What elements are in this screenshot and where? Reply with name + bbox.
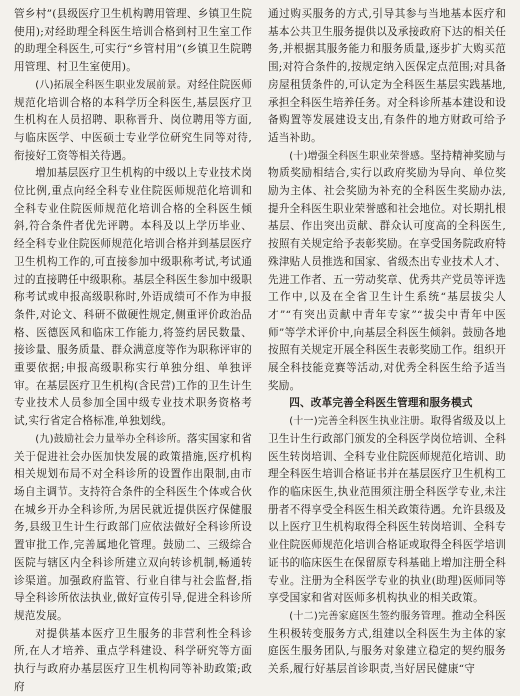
- paragraph-12: [268, 608, 506, 679]
- heading-11: (十一)完善全科医生执业注册。: [289, 416, 431, 428]
- section-heading-4: 四、改革完善全科医生管理和服务模式: [289, 397, 473, 410]
- paragraph-8-body: 对经住院医师规范化培训合格的本科学历全科医生,基层医疗卫生机构在人员招聘、职称晋升、岗位聘用等方面,与临床医学、中医硕士专业学位研究生同等对待,衔接好工资等相关待遇。: [14, 78, 252, 162]
- right-column: [268, 6, 506, 688]
- paragraph-9: [14, 431, 252, 626]
- paragraph-8: [14, 77, 252, 166]
- paragraph-intro: 管乡村”(县级医疗卫生机构聘用管理、乡镇卫生院使用);对经助理全科医生培训合格到村卫生室工作的助理全科医生,可实行“乡管村用”(乡镇卫生院聘用管理、村卫生室使用)。: [14, 8, 252, 74]
- paragraph-8b: 增加基层医疗卫生机构的中级以上专业技术岗位比例,重点向经全科专业住院医师规范化培训和全科专业住院医师规范化培训合格的全科医生倾斜,符合条件者优先评聘。本科及以上学历毕业、经全科专业住院医师规范化培训合格并到基层医疗卫生机构工作的,可直接参加中级职称考试,考试通过的直接聘任中级职称。基层全科医生参加中级职称考试或申报高级职称时,外语成绩可不作为申报条件,对论文、科研不做硬性规定,侧重评价政治品格、医德医风和临床工作能力,将签约居民数量、接诊量、服务质量、群众满意度等作为职称评审的重要依据;申报高级职称实行单独分组、单独评审。在基层医疗卫生机构(含民营)工作的卫生计生专业技术人员参加全国中级专业技术职务资格考试,实行省定合格标准,单独划线。: [14, 167, 252, 428]
- heading-10: (十)增强全科医生职业荣誉感。: [289, 150, 431, 162]
- paragraph-10-body: 坚持精神奖励与物质奖励相结合,实行以政府奖励为导向、单位奖励为主体、社会奖励为补充的全科医生奖励办法,提升全科医生职业荣誉感和社会地位。对长期扎根基层、作出突出贡献、群众认可度高的全科医生,按照有关规定给予表彰奖励。在享受国务院政府特殊津贴人员推选和国家、省级杰出专业技术人才、先进工作者、五一劳动奖章、优秀共产党员等评选工作中,以及在全省卫生计生系统“基层拔尖人才”“有突出贡献中青年专家”“拔尖中青年中医师”等学术评价中,向基层全科医生倾斜。鼓励各地按照有关规定开展全科医生表彰奖励工作。组织开展全科技能竞赛等活动,对优秀全科医生给予适当奖励。: [268, 149, 506, 392]
- paragraph-11-body: 取得省级及以上卫生计生行政部门颁发的全科医学岗位培训、全科医生转岗培训、全科专业住院医师规范化培训、助理全科医生培训合格证书并在基层医疗卫生机构工作的临床医生,执业范围须注册全科医学专业,未注册者不得享受全科医生相关政策待遇。允许县级及以上医疗卫生机构取得全科医生转岗培训、全科专业住院医师规范化培训合格证或取得全科医学培训证书的临床医生在保留原专科基础上增加注册全科专业。注册为全科医学专业的执业(助理)医师同等享受国家和省对医师多机构执业的相关政策。: [268, 415, 506, 605]
- paragraph-9b: 对提供基本医疗卫生服务的非营利性全科诊所,在人才培养、重点学科建设、科学研究等方面执行与政府办基层医疗卫生机构同等补助政策;政府: [14, 627, 252, 693]
- heading-9: (九)鼓励社会力量举办全科诊所。: [35, 433, 187, 445]
- paragraph-12-body: 推动全科医生积极转变服务方式,组建以全科医生为主体的家庭医生服务团队,与服务对象建立稳定的契约服务关系,履行好基层首诊职责,当好居民健康“守: [268, 609, 506, 676]
- heading-12: (十二)完善家庭医生签约服务管理。: [289, 610, 452, 622]
- paragraph-10: [268, 148, 506, 396]
- paragraph-continued: 通过购买服务的方式,引导其参与当地基本医疗和基本公共卫生服务提供以及承接政府下达的相关任务,并根据其服务能力和服务质量,逐步扩大购买范围;对符合条件的,按规定纳入医保定点范围;对具备房屋租赁条件的,可认定为全科医生基层实践基地,承担全科医生培养任务。对全科诊所基本建设和设备购置等发展建设支出,有条件的地方财政可给予适当补助。: [268, 8, 506, 144]
- paragraph-9-body: 落实国家和省关于促进社会办医加快发展的政策措施,医疗机构相关规划布局不对全科诊所的设置作出限制,由市场自主调节。支持符合条件的全科医生个体或合伙在城乡开办全科诊所,为居民就近提供医疗保健服务,县级卫生计生行政部门应依法做好全科诊所设置审批工作,完善属地化管理。鼓励二、三级综合医院与辖区内全科诊所建立双向转诊机制,畅通转诊渠道。加强政府监管、行业自律与社会监督,指导全科诊所依法执业,做好宣传引导,促进全科诊所规范发展。: [14, 432, 252, 622]
- left-column: [14, 6, 252, 693]
- paragraph-11: [268, 413, 506, 608]
- heading-8: (八)拓展全科医生职业发展前景。: [35, 79, 187, 91]
